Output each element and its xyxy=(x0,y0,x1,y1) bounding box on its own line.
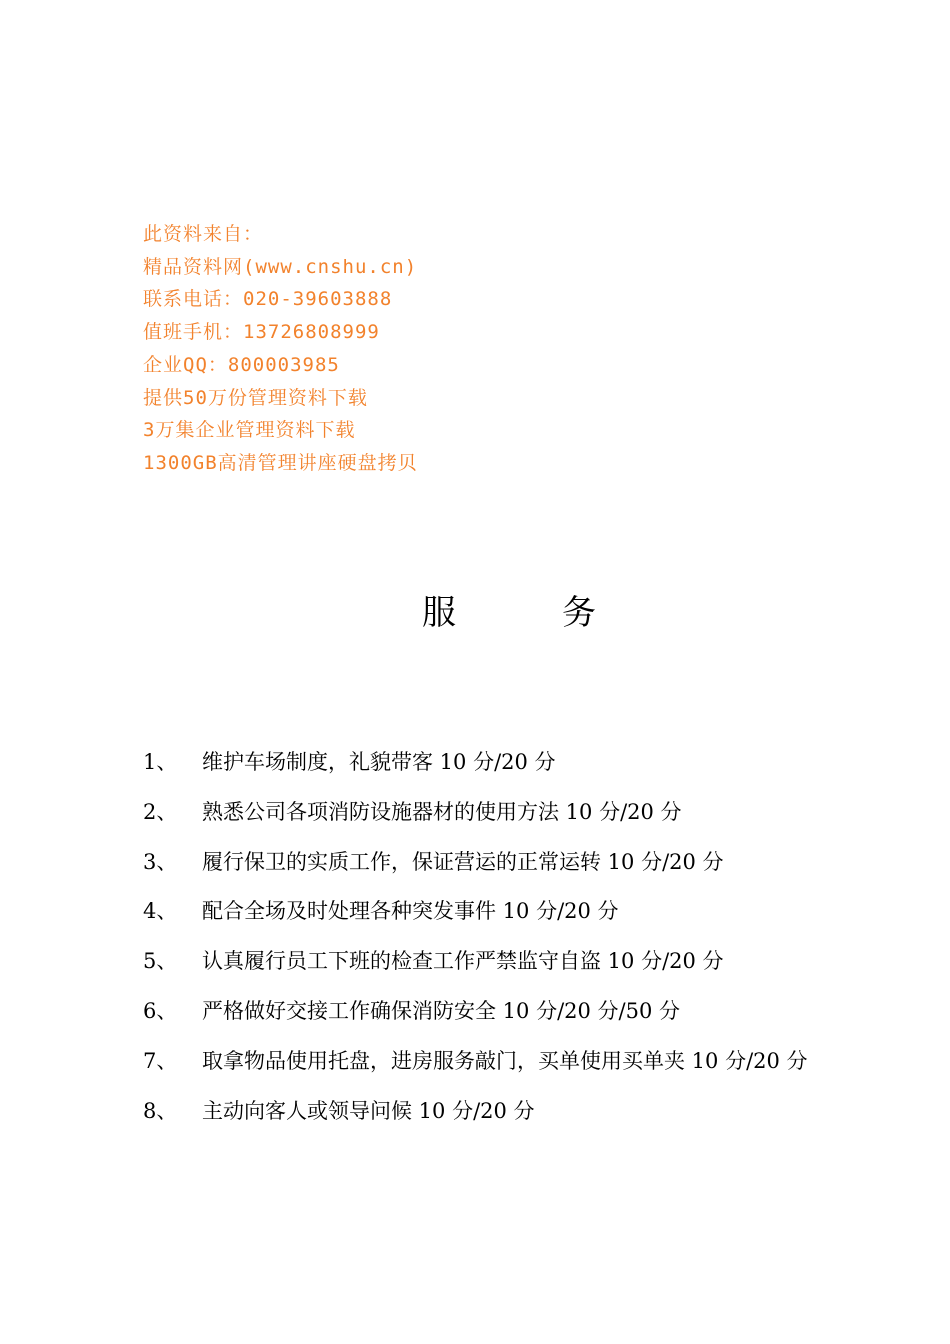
item-text: 认真履行员工下班的检查工作严禁监守自盗 10 分/20 分 xyxy=(202,949,724,974)
page-title xyxy=(0,588,950,638)
list-item xyxy=(143,738,823,788)
item-number: 7、 xyxy=(143,1048,178,1073)
ad-line-offer-documents: 提供50万份管理资料下载 xyxy=(143,386,368,409)
ad-line-source: 此资料来自： xyxy=(143,223,264,245)
list-item xyxy=(143,1087,823,1137)
title-char-second: 务 xyxy=(562,593,596,633)
item-text: 严格做好交接工作确保消防安全 10 分/20 分/50 分 xyxy=(202,998,681,1023)
ad-line-website: 精品资料网(www.cnshu.cn) xyxy=(143,255,418,278)
title-char-first: 服 xyxy=(422,593,456,633)
source-advertisement xyxy=(143,218,643,480)
item-text: 熟悉公司各项消防设施器材的使用方法 10 分/20 分 xyxy=(202,799,682,824)
item-text: 履行保卫的实质工作，保证营运的正常运转 10 分/20 分 xyxy=(202,849,724,874)
item-text: 维护车场制度，礼貌带客 10 分/20 分 xyxy=(202,750,556,774)
list-item xyxy=(143,788,823,838)
item-number: 1、 xyxy=(143,750,178,774)
item-number: 6、 xyxy=(143,998,178,1023)
list-item xyxy=(143,838,823,888)
service-items-list xyxy=(143,738,823,1136)
list-item xyxy=(143,937,823,987)
ad-line-mobile: 值班手机：13726808999 xyxy=(143,321,380,344)
list-item xyxy=(143,987,823,1037)
item-number: 4、 xyxy=(143,899,178,924)
ad-line-offer-episodes: 3万集企业管理资料下载 xyxy=(143,419,356,442)
item-text: 主动向客人或领导问候 10 分/20 分 xyxy=(202,1098,535,1123)
ad-line-qq: 企业QQ：800003985 xyxy=(143,353,340,376)
item-number: 8、 xyxy=(143,1098,178,1123)
item-text: 取拿物品使用托盘，进房服务敲门，买单使用买单夹 10 分/20 分 xyxy=(202,1048,808,1073)
list-item xyxy=(143,887,823,937)
item-text: 配合全场及时处理各种突发事件 10 分/20 分 xyxy=(202,899,619,924)
item-number: 3、 xyxy=(143,849,178,874)
item-number: 2、 xyxy=(143,799,178,824)
ad-line-offer-lectures: 1300GB高清管理讲座硬盘拷贝 xyxy=(143,451,418,474)
list-item xyxy=(143,1037,823,1087)
item-number: 5、 xyxy=(143,949,178,974)
ad-line-phone: 联系电话：020-39603888 xyxy=(143,288,393,311)
